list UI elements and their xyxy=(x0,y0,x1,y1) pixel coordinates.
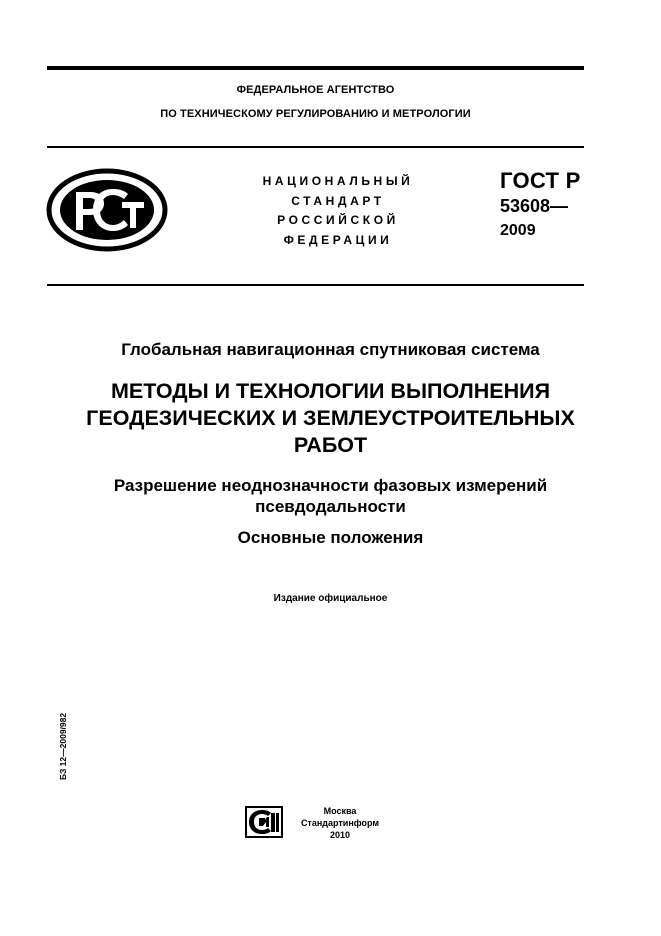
standard-line-1: НАЦИОНАЛЬНЫЙ xyxy=(262,174,414,188)
agency-line-2: ПО ТЕХНИЧЕСКОМУ РЕГУЛИРОВАНИЮ И МЕТРОЛОГИИ xyxy=(160,108,471,120)
publisher-year: 2010 xyxy=(329,830,351,840)
gost-title: ГОСТ Р xyxy=(500,168,581,193)
title-line-2: ГЕОДЕЗИЧЕСКИХ И ЗЕМЛЕУСТРОИТЕЛЬНЫХ xyxy=(86,406,575,430)
standard-line-2: СТАНДАРТ xyxy=(291,194,385,208)
document-title xyxy=(20,378,641,459)
rst-logo-icon xyxy=(46,168,168,252)
top-rule xyxy=(47,66,584,70)
bottom-rule xyxy=(47,284,584,286)
document-subject: Глобальная навигационная спутниковая система xyxy=(121,340,540,359)
document-positions: Основные положения xyxy=(237,528,424,547)
middle-rule xyxy=(47,146,584,148)
gost-year: 2009 xyxy=(500,222,536,239)
standard-line-4: ФЕДЕРАЦИИ xyxy=(283,233,393,247)
agency-line-1: ФЕДЕРАЛЬНОЕ АГЕНТСТВО xyxy=(236,84,395,96)
subtitle-line-2: псевдодальности xyxy=(255,497,406,516)
publisher-name: Стандартинформ xyxy=(300,818,380,828)
standartinform-logo-icon xyxy=(245,806,283,838)
side-code: БЗ 12—2009/982 xyxy=(58,712,68,780)
edition-label: Издание официальное xyxy=(273,593,388,604)
standard-line-3: РОССИЙСКОЙ xyxy=(277,213,399,227)
title-line-3: РАБОТ xyxy=(293,433,368,457)
publisher-city: Москва xyxy=(323,806,357,816)
title-line-1: МЕТОДЫ И ТЕХНОЛОГИИ ВЫПОЛНЕНИЯ xyxy=(110,379,551,403)
document-subtitle xyxy=(20,475,641,517)
gost-number: 53608— xyxy=(500,196,569,216)
subtitle-line-1: Разрешение неоднозначности фазовых измерений xyxy=(113,476,548,495)
